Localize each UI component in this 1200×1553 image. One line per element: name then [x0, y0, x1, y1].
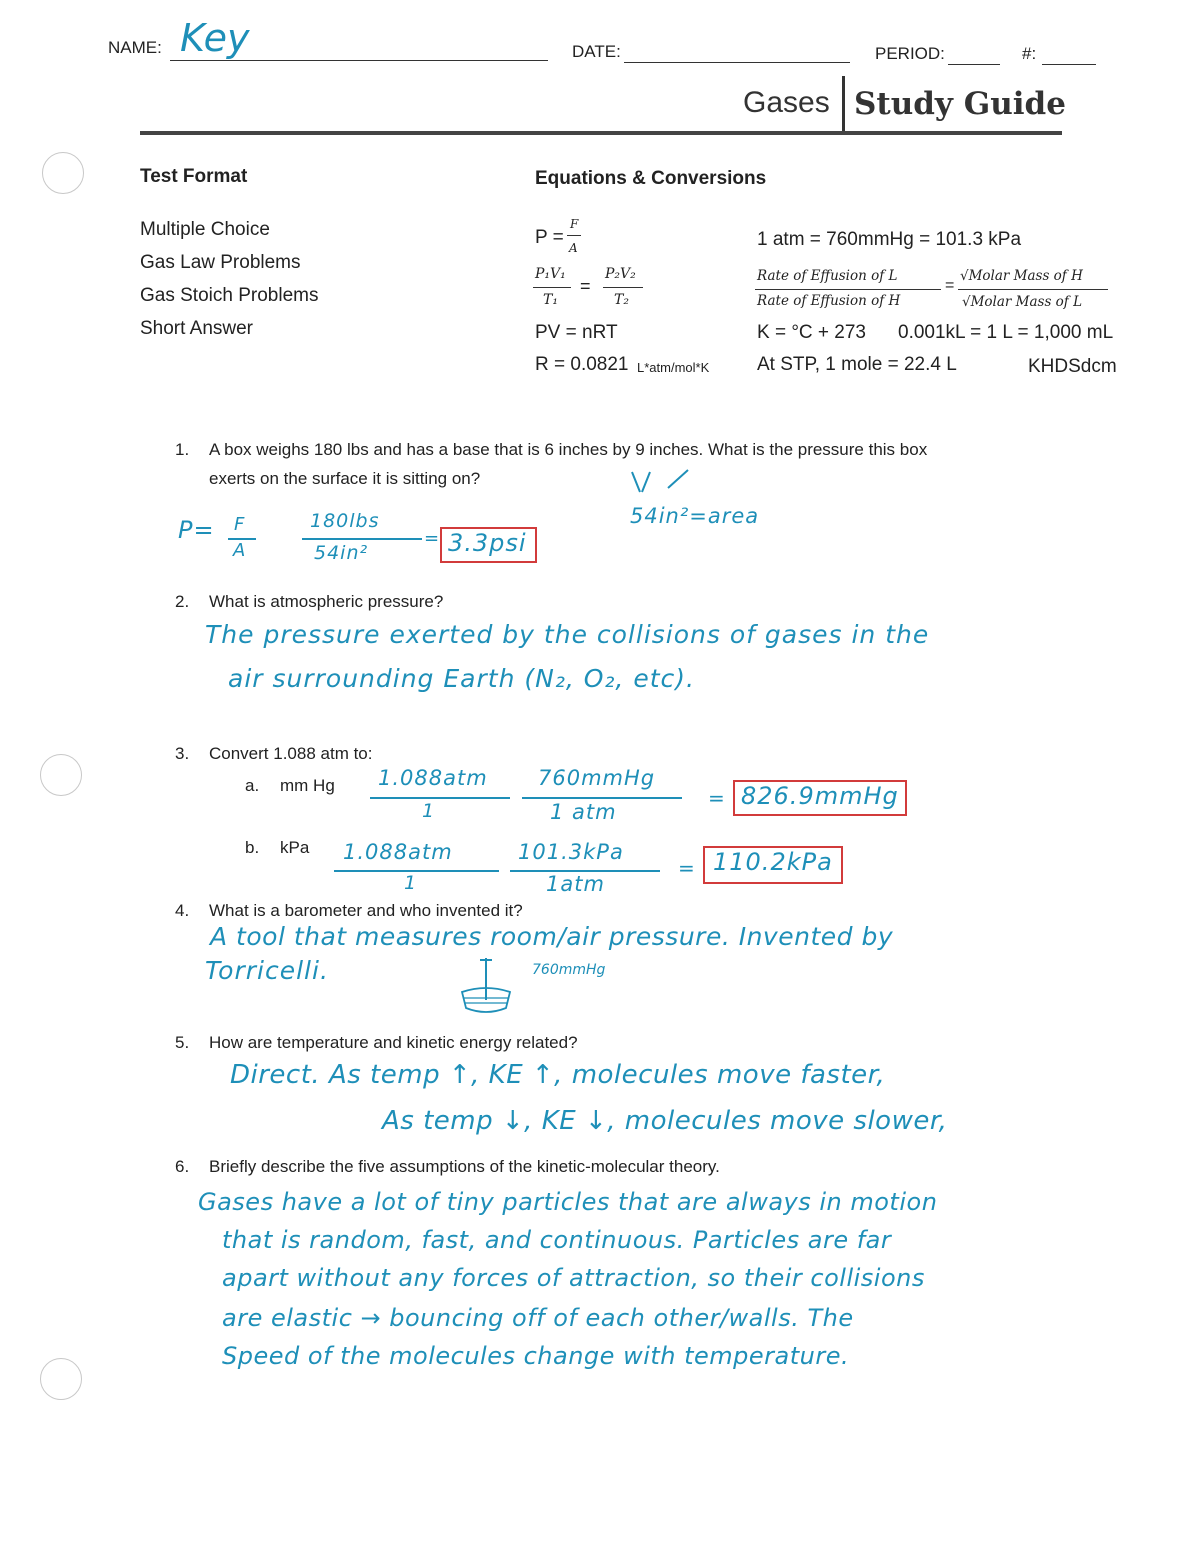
- question-text: exerts on the surface it is sitting on?: [209, 469, 481, 488]
- question-number: 6.: [175, 1157, 190, 1176]
- question-text: Briefly describe the five assumptions of the kinetic-molecular theory.: [209, 1157, 720, 1176]
- test-format-item: Short Answer: [140, 318, 253, 339]
- atm-conversion: 1 atm = 760mmHg = 101.3 kPa: [757, 229, 1022, 250]
- barometer-sketch-label: 760mmHg: [532, 962, 606, 978]
- conv-a-num2: 760mmHg: [538, 766, 656, 790]
- effusion-right-bar: [958, 289, 1108, 290]
- binder-hole-top: [42, 152, 84, 194]
- conv-b-den2: 1atm: [546, 872, 605, 896]
- answer-numerator: 180lbs: [310, 510, 380, 532]
- subpart-text: mm Hg: [280, 776, 335, 795]
- subject-title: Gases: [743, 86, 830, 119]
- conv-b-result-box: 110.2kPa: [703, 846, 843, 884]
- question-number: 4.: [175, 901, 190, 920]
- combined-right-bar: [603, 287, 643, 288]
- answer-line: Direct. As temp ↑, KE ↑, molecules move faster,: [230, 1060, 886, 1090]
- number-label: #:: [1022, 44, 1037, 63]
- metric-mnemonic: KHDSdcm: [1028, 356, 1117, 377]
- conv-a-bar2: [522, 797, 682, 799]
- effusion-equals: =: [945, 277, 955, 294]
- answer-denominator: 54in²: [314, 542, 369, 564]
- title-divider: [842, 76, 845, 134]
- question-text: A box weighs 180 lbs and has a base that is 6 inches by 9 inches. What is the pressure this box: [209, 440, 928, 459]
- answer-equals: =: [424, 528, 441, 549]
- effusion-num-right: √Molar Mass of H: [960, 268, 1083, 284]
- name-line: [170, 60, 548, 61]
- conv-b-den1: 1: [404, 872, 418, 894]
- name-label: NAME:: [108, 38, 162, 57]
- answer-line: As temp ↓, KE ↓, molecules move slower,: [382, 1106, 948, 1136]
- period-label: PERIOD:: [875, 44, 945, 63]
- answer-line: The pressure exerted by the collisions of gases in the: [205, 620, 930, 649]
- pressure-fraction-bar: [567, 235, 581, 236]
- liter-conversion: 0.001kL = 1 L = 1,000 mL: [898, 322, 1114, 343]
- question-number: 2.: [175, 592, 190, 611]
- effusion-den-right: √Molar Mass of L: [962, 294, 1083, 310]
- answer-formula-f: F: [234, 514, 246, 535]
- conv-b-num1: 1.088atm: [343, 840, 453, 864]
- binder-hole-middle: [40, 754, 82, 796]
- answer-result-box: 3.3psi: [440, 527, 537, 563]
- combined-p1v1: P₁V₁: [535, 266, 566, 282]
- answer-line: air surrounding Earth (N₂, O₂, etc).: [228, 664, 695, 693]
- subpart-text: kPa: [280, 838, 310, 857]
- conv-a-num1: 1.088atm: [378, 766, 488, 790]
- date-line: [624, 62, 850, 63]
- binder-hole-bottom: [40, 1358, 82, 1400]
- answer-formula-a: A: [233, 540, 247, 561]
- question-text: What is atmospheric pressure?: [209, 592, 444, 611]
- question-number: 5.: [175, 1033, 190, 1052]
- stp-fact: At STP, 1 mole = 22.4 L: [757, 354, 957, 375]
- answer-formula-p: P=: [178, 516, 215, 544]
- conv-a-den2: 1 atm: [550, 800, 617, 824]
- equations-heading: Equations & Conversions: [535, 168, 767, 189]
- answer-line: A tool that measures room/air pressure. Invented by: [210, 922, 894, 951]
- period-line: [948, 64, 1000, 65]
- question-number: 1.: [175, 440, 190, 459]
- ideal-gas-law: PV = nRT: [535, 322, 618, 343]
- test-format-item: Multiple Choice: [140, 219, 270, 240]
- header-rule: [140, 131, 1062, 135]
- subpart-label: a.: [245, 776, 260, 795]
- doc-type-title: Study Guide: [854, 86, 1066, 122]
- answer-line: Speed of the molecules change with temperature.: [222, 1342, 850, 1370]
- subpart-label: b.: [245, 838, 260, 857]
- pressure-formula-num: F: [570, 217, 579, 231]
- conv-a-den1: 1: [422, 800, 436, 822]
- pressure-formula-den: A: [569, 241, 578, 255]
- effusion-num-left: Rate of Effusion of L: [757, 268, 898, 284]
- question-number: 3.: [175, 744, 190, 763]
- name-value: Key: [180, 16, 250, 60]
- check-marks-sketch: [622, 468, 694, 498]
- effusion-den-left: Rate of Effusion of H: [757, 293, 901, 309]
- test-format-item: Gas Law Problems: [140, 252, 301, 273]
- gas-constant: R = 0.0821: [535, 354, 629, 375]
- combined-left-bar: [533, 287, 571, 288]
- question-text: What is a barometer and who invented it?: [209, 901, 523, 920]
- number-line: [1042, 64, 1096, 65]
- combined-p2v2: P₂V₂: [605, 266, 636, 282]
- test-format-item: Gas Stoich Problems: [140, 285, 319, 306]
- answer-line: Gases have a lot of tiny particles that are always in motion: [198, 1188, 938, 1216]
- conv-b-num2: 101.3kPa: [518, 840, 624, 864]
- date-label: DATE:: [572, 42, 621, 61]
- answer-fraction-bar: [302, 538, 422, 540]
- conv-b-equals: =: [678, 856, 696, 880]
- answer-line: Torricelli.: [205, 956, 329, 985]
- gas-constant-units: L*atm/mol*K: [637, 360, 710, 375]
- conv-a-bar1: [370, 797, 510, 799]
- answer-line: that is random, fast, and continuous. Particles are far: [222, 1226, 892, 1254]
- question-text: Convert 1.088 atm to:: [209, 744, 373, 763]
- answer-line: are elastic → bouncing off of each other/walls. The: [222, 1304, 854, 1332]
- kelvin-conversion: K = °C + 273: [757, 322, 866, 343]
- effusion-left-bar: [755, 289, 941, 290]
- pressure-formula-lhs: P =: [535, 227, 564, 248]
- combined-t1: T₁: [543, 292, 558, 308]
- barometer-sketch-icon: [452, 956, 522, 1018]
- answer-area-note: 54in²=area: [630, 504, 760, 528]
- conv-a-equals: =: [708, 786, 726, 810]
- combined-t2: T₂: [614, 292, 629, 308]
- test-format-heading: Test Format: [140, 166, 248, 187]
- answer-line: apart without any forces of attraction, so their collisions: [222, 1264, 925, 1292]
- conv-a-result-box: 826.9mmHg: [733, 780, 907, 816]
- question-text: How are temperature and kinetic energy related?: [209, 1033, 578, 1052]
- combined-equals: =: [580, 276, 591, 296]
